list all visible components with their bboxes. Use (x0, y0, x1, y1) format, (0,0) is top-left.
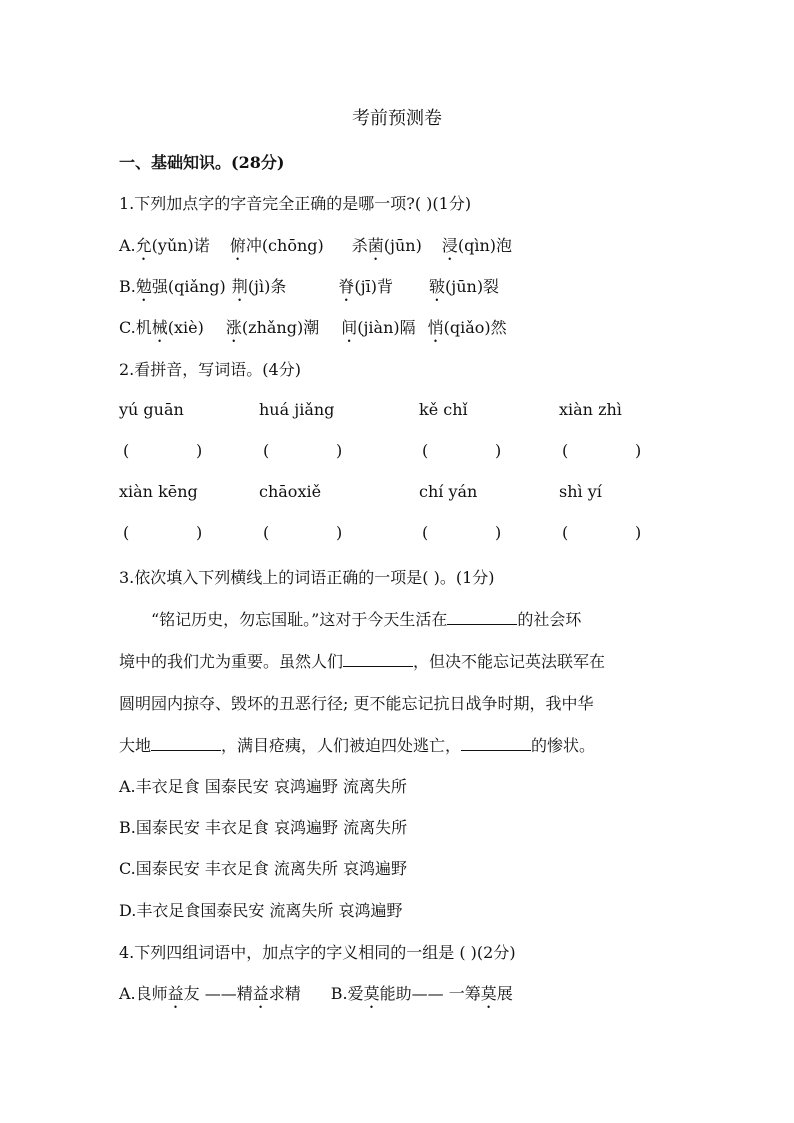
pinyin-2: huá jiǎng (259, 400, 335, 419)
passage-line-4: 大地 ，满目疮痍，人们被迫四处逃亡， 的惨状。 (119, 736, 596, 755)
question-3-option-d: D.丰衣足食国泰民安 流离失所 哀鸿遍野 (119, 901, 403, 920)
answer-bracket-open: ( (422, 441, 429, 460)
answer-bracket-close: ) (196, 441, 203, 460)
pinyin-7: chí yán (419, 482, 478, 501)
answer-bracket-close: ) (336, 441, 343, 460)
answer-bracket-open: ( (263, 523, 270, 542)
pinyin-1: yú guān (119, 400, 184, 419)
fill-blank (151, 736, 221, 751)
question-1-option-c: C.机械(xiè) 涨(zhǎng)潮 间(jiàn)隔 悄(qiǎo)然 (119, 318, 507, 337)
passage-line-3: 圆明园内掠夺、毁坏的丑恶行径; 更不能忘记抗日战争时期，我中华 (119, 694, 594, 713)
question-3-option-c: C.国泰民安 丰衣足食 流离失所 哀鸿遍野 (119, 859, 408, 878)
pinyin-5: xiàn kēng (119, 482, 198, 501)
question-4-options: A.良师益友 ——精益求精 B.爱莫能助—— 一筹莫展 (119, 984, 513, 1003)
page-title: 考前预测卷 (352, 108, 442, 129)
answer-bracket-open: ( (123, 441, 130, 460)
answer-bracket-close: ) (196, 523, 203, 542)
question-4-stem: 4.下列四组词语中，加点字的字义相同的一组是 ( )(2分) (119, 943, 516, 962)
passage-line-2: 境中的我们尤为重要。虽然人们 ，但决不能忘记英法联军在 (119, 652, 606, 671)
answer-bracket-close: ) (495, 523, 502, 542)
answer-bracket-open: ( (562, 523, 569, 542)
fill-blank (461, 736, 531, 751)
answer-bracket-open: ( (123, 523, 130, 542)
pinyin-8: shì yí (559, 482, 602, 501)
answer-bracket-open: ( (263, 441, 270, 460)
answer-bracket-open: ( (422, 523, 429, 542)
pinyin-4: xiàn zhì (559, 400, 622, 419)
question-3-option-a: A.丰衣足食 国泰民安 哀鸿遍野 流离失所 (119, 777, 407, 796)
answer-bracket-close: ) (635, 523, 642, 542)
fill-blank (447, 610, 517, 625)
question-3-stem: 3.依次填入下列横线上的词语正确的一项是( )。(1分) (119, 568, 495, 587)
fill-blank (343, 652, 413, 667)
pinyin-3: kě chǐ (419, 400, 468, 419)
answer-bracket-close: ) (336, 523, 343, 542)
section-heading: 一、基础知识。(28分) (119, 153, 285, 172)
question-1-option-a: A.允(yǔn)诺 俯冲(chōng) 杀菌(jūn) 浸(qìn)泡 (119, 236, 513, 255)
answer-bracket-close: ) (635, 441, 642, 460)
question-1-stem: 1.下列加点字的字音完全正确的是哪一项?( )(1分) (119, 194, 472, 213)
question-3-option-b: B.国泰民安 丰衣足食 哀鸿遍野 流离失所 (119, 818, 408, 837)
pinyin-6: chāoxiě (259, 482, 322, 501)
answer-bracket-open: ( (562, 441, 569, 460)
answer-bracket-close: ) (495, 441, 502, 460)
question-2-stem: 2.看拼音，写词语。(4分) (119, 360, 301, 379)
question-1-option-b: B.勉强(qiǎng) 荆(jì)条 脊(jī)背 皲(jūn)裂 (119, 277, 500, 296)
passage-line-1: “铭记历史，勿忘国耻。”这对于今天生活在 的社会环 (151, 610, 582, 629)
